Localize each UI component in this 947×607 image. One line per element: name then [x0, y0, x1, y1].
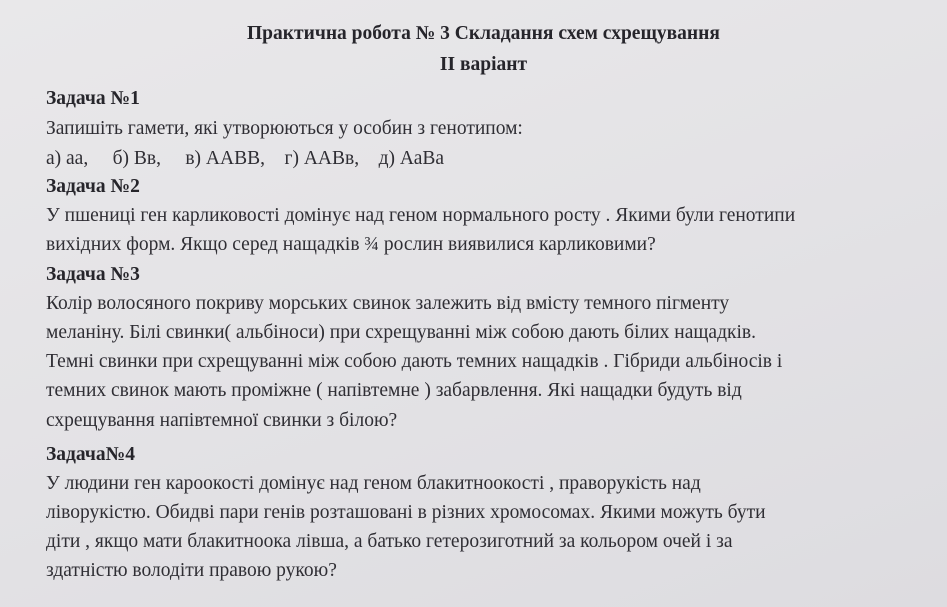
task-3-heading: Задача №3: [46, 264, 140, 285]
task-3-text-line: Темні свинки при схрещуванні між собою дають темних нащадків . Гібриди альбіносів і: [46, 351, 783, 372]
task-4-heading: Задача№4: [46, 444, 135, 465]
task-1-heading: Задача №1: [46, 88, 140, 109]
task-1-text-line: Запишіть гамети, які утворюються у особин з генотипом:: [46, 118, 523, 139]
task-4-text-line: ліворукістю. Обидві пари генів розташовані в різних хромосомах. Якими можуть бути: [46, 502, 766, 523]
variant-label: ІІ варіант: [439, 54, 528, 75]
task-4-text-line: діти , якщо мати блакитноока лівша, а батько гетерозиготний за кольором очей і за: [46, 531, 733, 552]
task-3-text-line: схрещування напівтемної свинки з білою?: [46, 410, 398, 431]
task-2-heading: Задача №2: [46, 176, 140, 197]
task-3-text-line: меланіну. Білі свинки( альбіноси) при схрещуванні між собою дають білих нащадків.: [46, 322, 756, 343]
page-title: Практична робота № 3 Складання схем схрещування: [247, 23, 720, 44]
task-2-text-line: вихідних форм. Якщо серед нащадків ¾ рослин виявилися карликовими?: [46, 234, 656, 255]
task-3-text-line: Колір волосяного покриву морських свинок залежить від вмісту темного пігменту: [46, 293, 730, 314]
task-2-text-line: У пшениці ген карликовості домінує над геном нормального росту . Якими були генотипи: [46, 205, 796, 226]
task-1-genotype-options: а) аа, б) Вв, в) ААВВ, г) ААВв, д) АаВа: [46, 148, 445, 169]
task-4-text-line: У людини ген кароокості домінує над геном блакитноокості , праворукість над: [46, 473, 701, 494]
task-4-text-line: здатністю володіти правою рукою?: [46, 560, 337, 581]
task-3-text-line: темних свинок мають проміжне ( напівтемне ) забарвлення. Які нащадки будуть від: [46, 380, 742, 401]
